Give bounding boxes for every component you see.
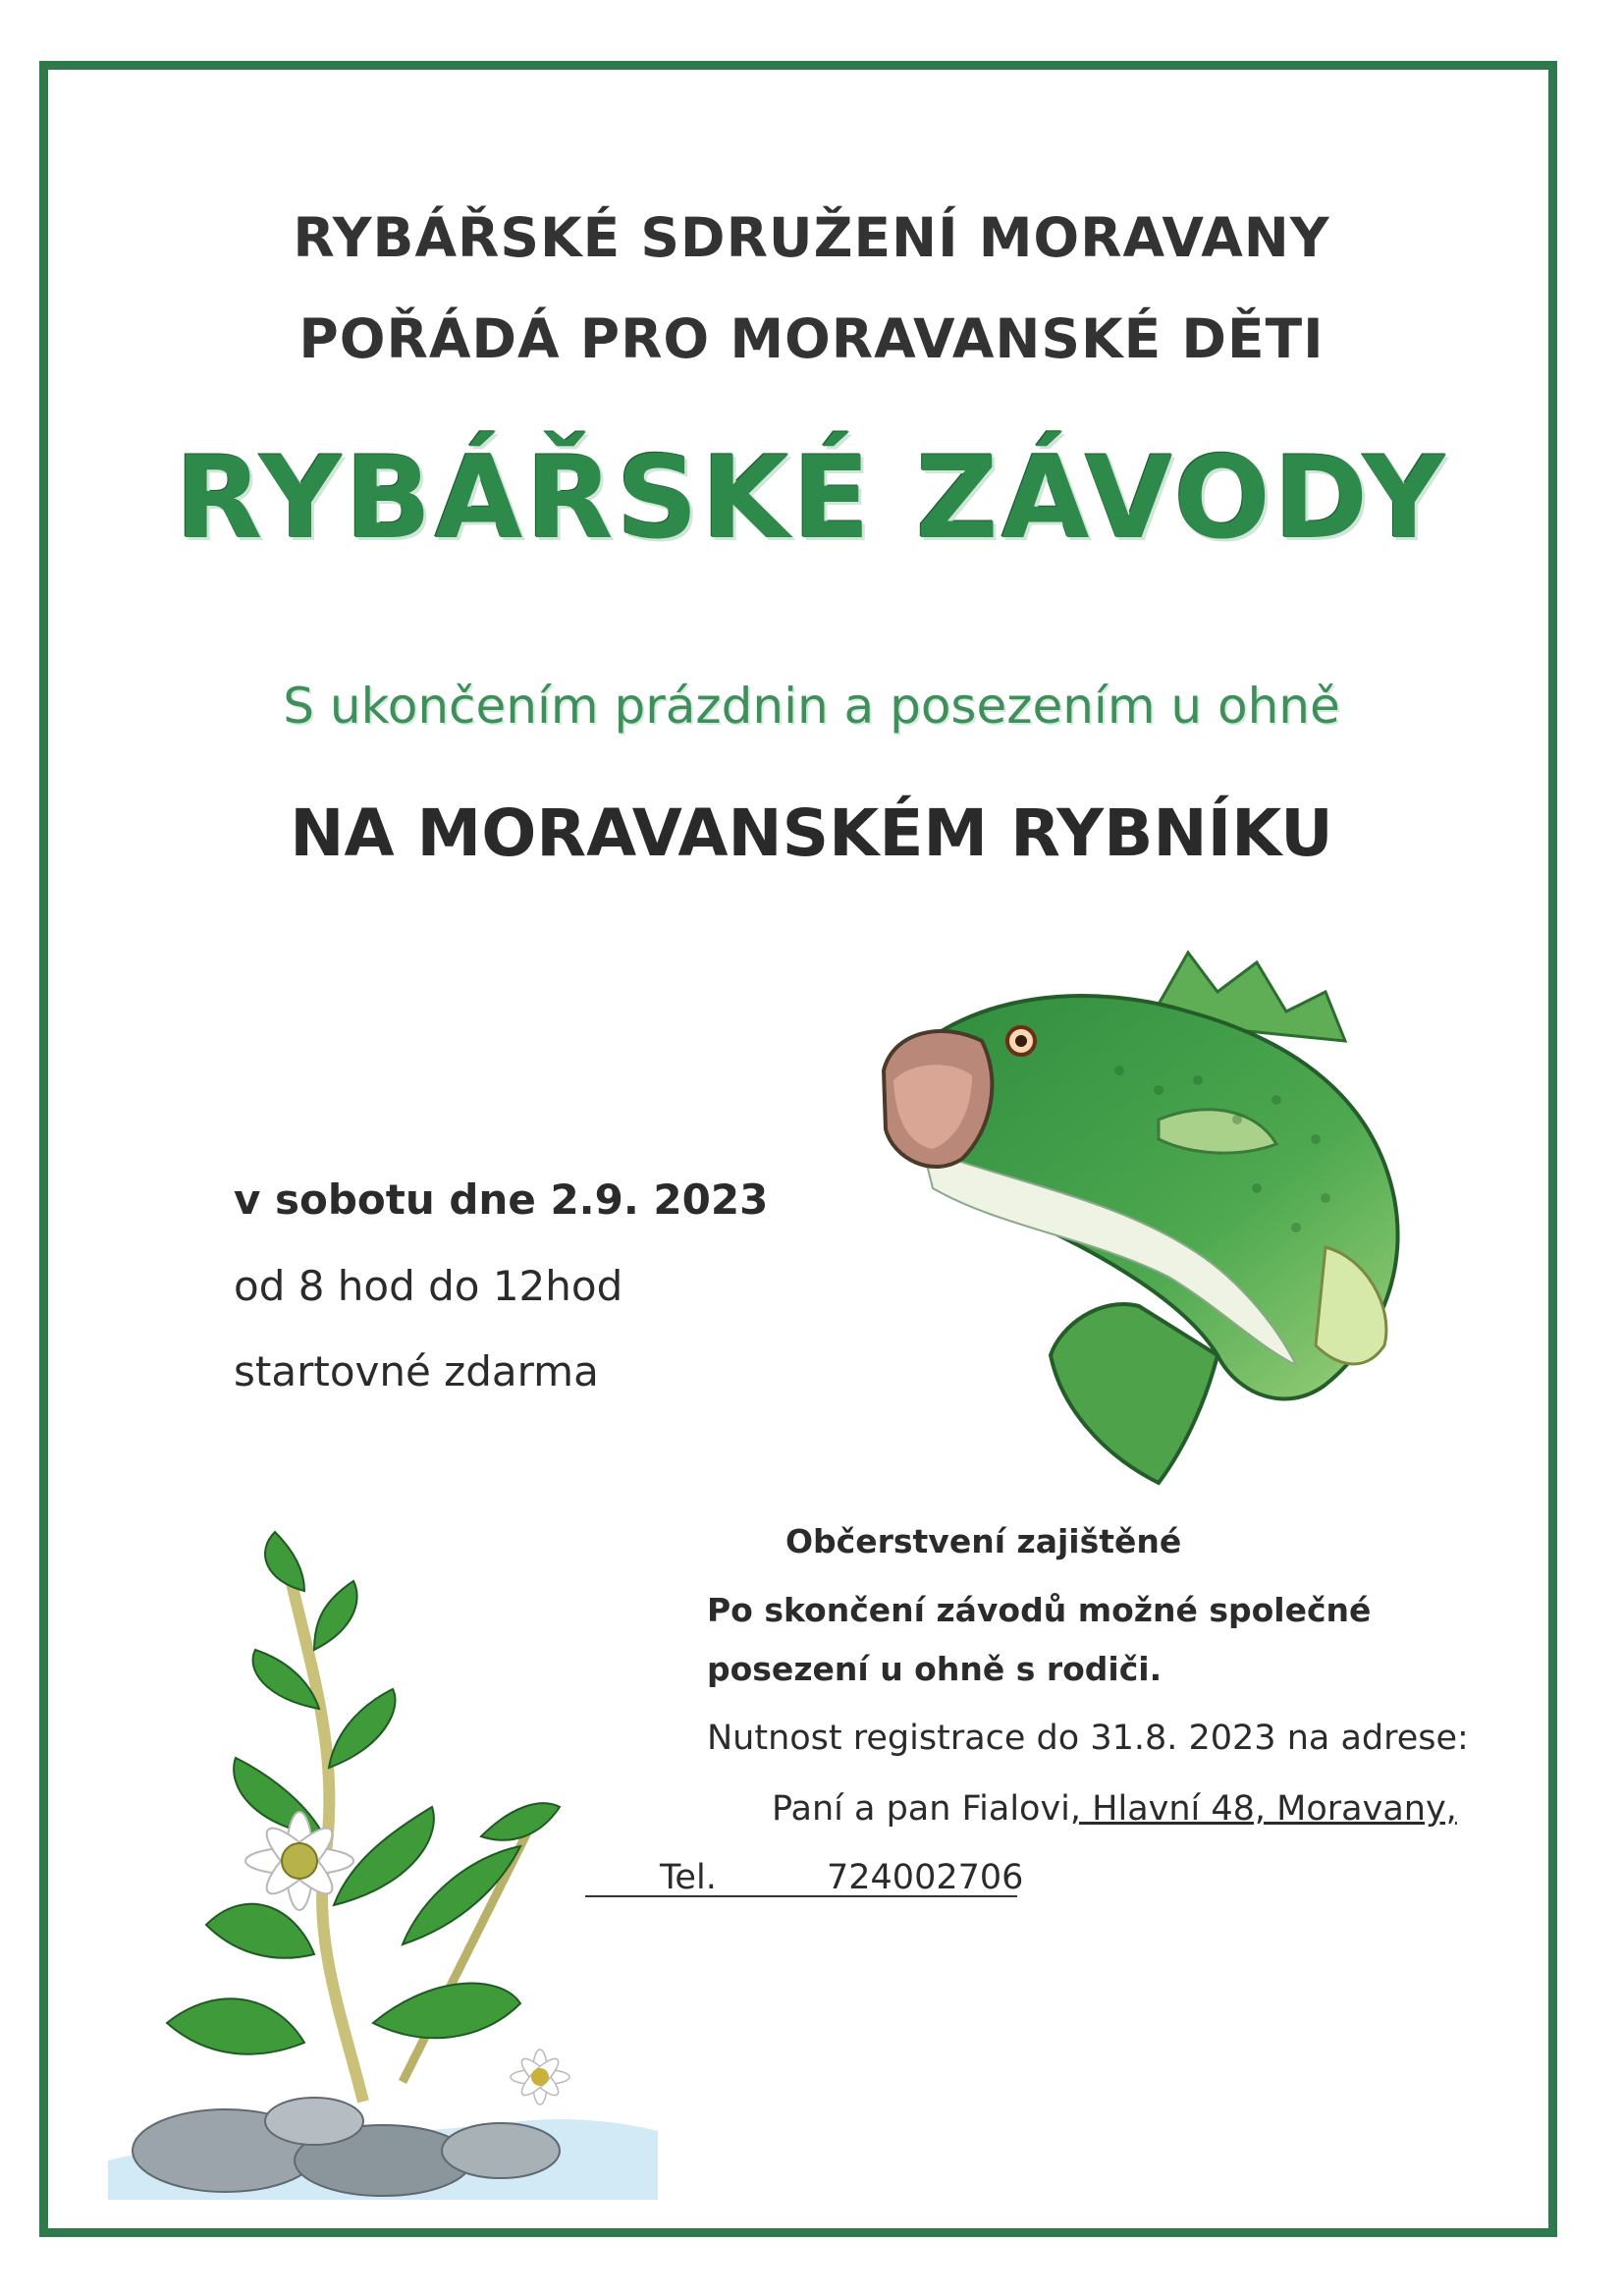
- registration-address: [772, 1789, 1457, 1829]
- bass-fish-illustration: [864, 933, 1502, 1522]
- entry-fee: startovné zdarma: [234, 1347, 599, 1395]
- event-time: od 8 hod do 12hod: [234, 1262, 623, 1310]
- event-subtitle: S ukončením prázdnin a posezením u ohně: [283, 678, 1340, 735]
- refreshments-note: Občerstvení zajištěné: [785, 1522, 1182, 1560]
- registration-note: Nutnost registrace do 31.8. 2023 na adrese:: [707, 1719, 1469, 1758]
- organizer-line-1: RYBÁŘSKÉ SDRUŽENÍ MORAVANY: [293, 206, 1330, 269]
- event-title: RYBÁŘSKÉ ZÁVODY: [175, 432, 1448, 565]
- tel-label: Tel.: [660, 1858, 717, 1897]
- address-street: , Hlavní 48, Moravany,: [1069, 1789, 1457, 1829]
- organizer-line-2: POŘÁDÁ PRO MORAVANSKÉ DĚTI: [298, 307, 1325, 370]
- event-date: v sobotu dne 2.9. 2023: [234, 1175, 769, 1224]
- after-event-line-2: posezení u ohně s rodiči.: [707, 1650, 1163, 1688]
- event-location: NA MORAVANSKÉM RYBNÍKU: [290, 795, 1333, 871]
- tel-number: 724002706: [827, 1858, 1024, 1897]
- after-event-line-1: Po skončení závodů možné společné: [707, 1591, 1372, 1629]
- address-name: Paní a pan Fialovi: [772, 1789, 1070, 1829]
- plant-illustration: [108, 1512, 658, 2200]
